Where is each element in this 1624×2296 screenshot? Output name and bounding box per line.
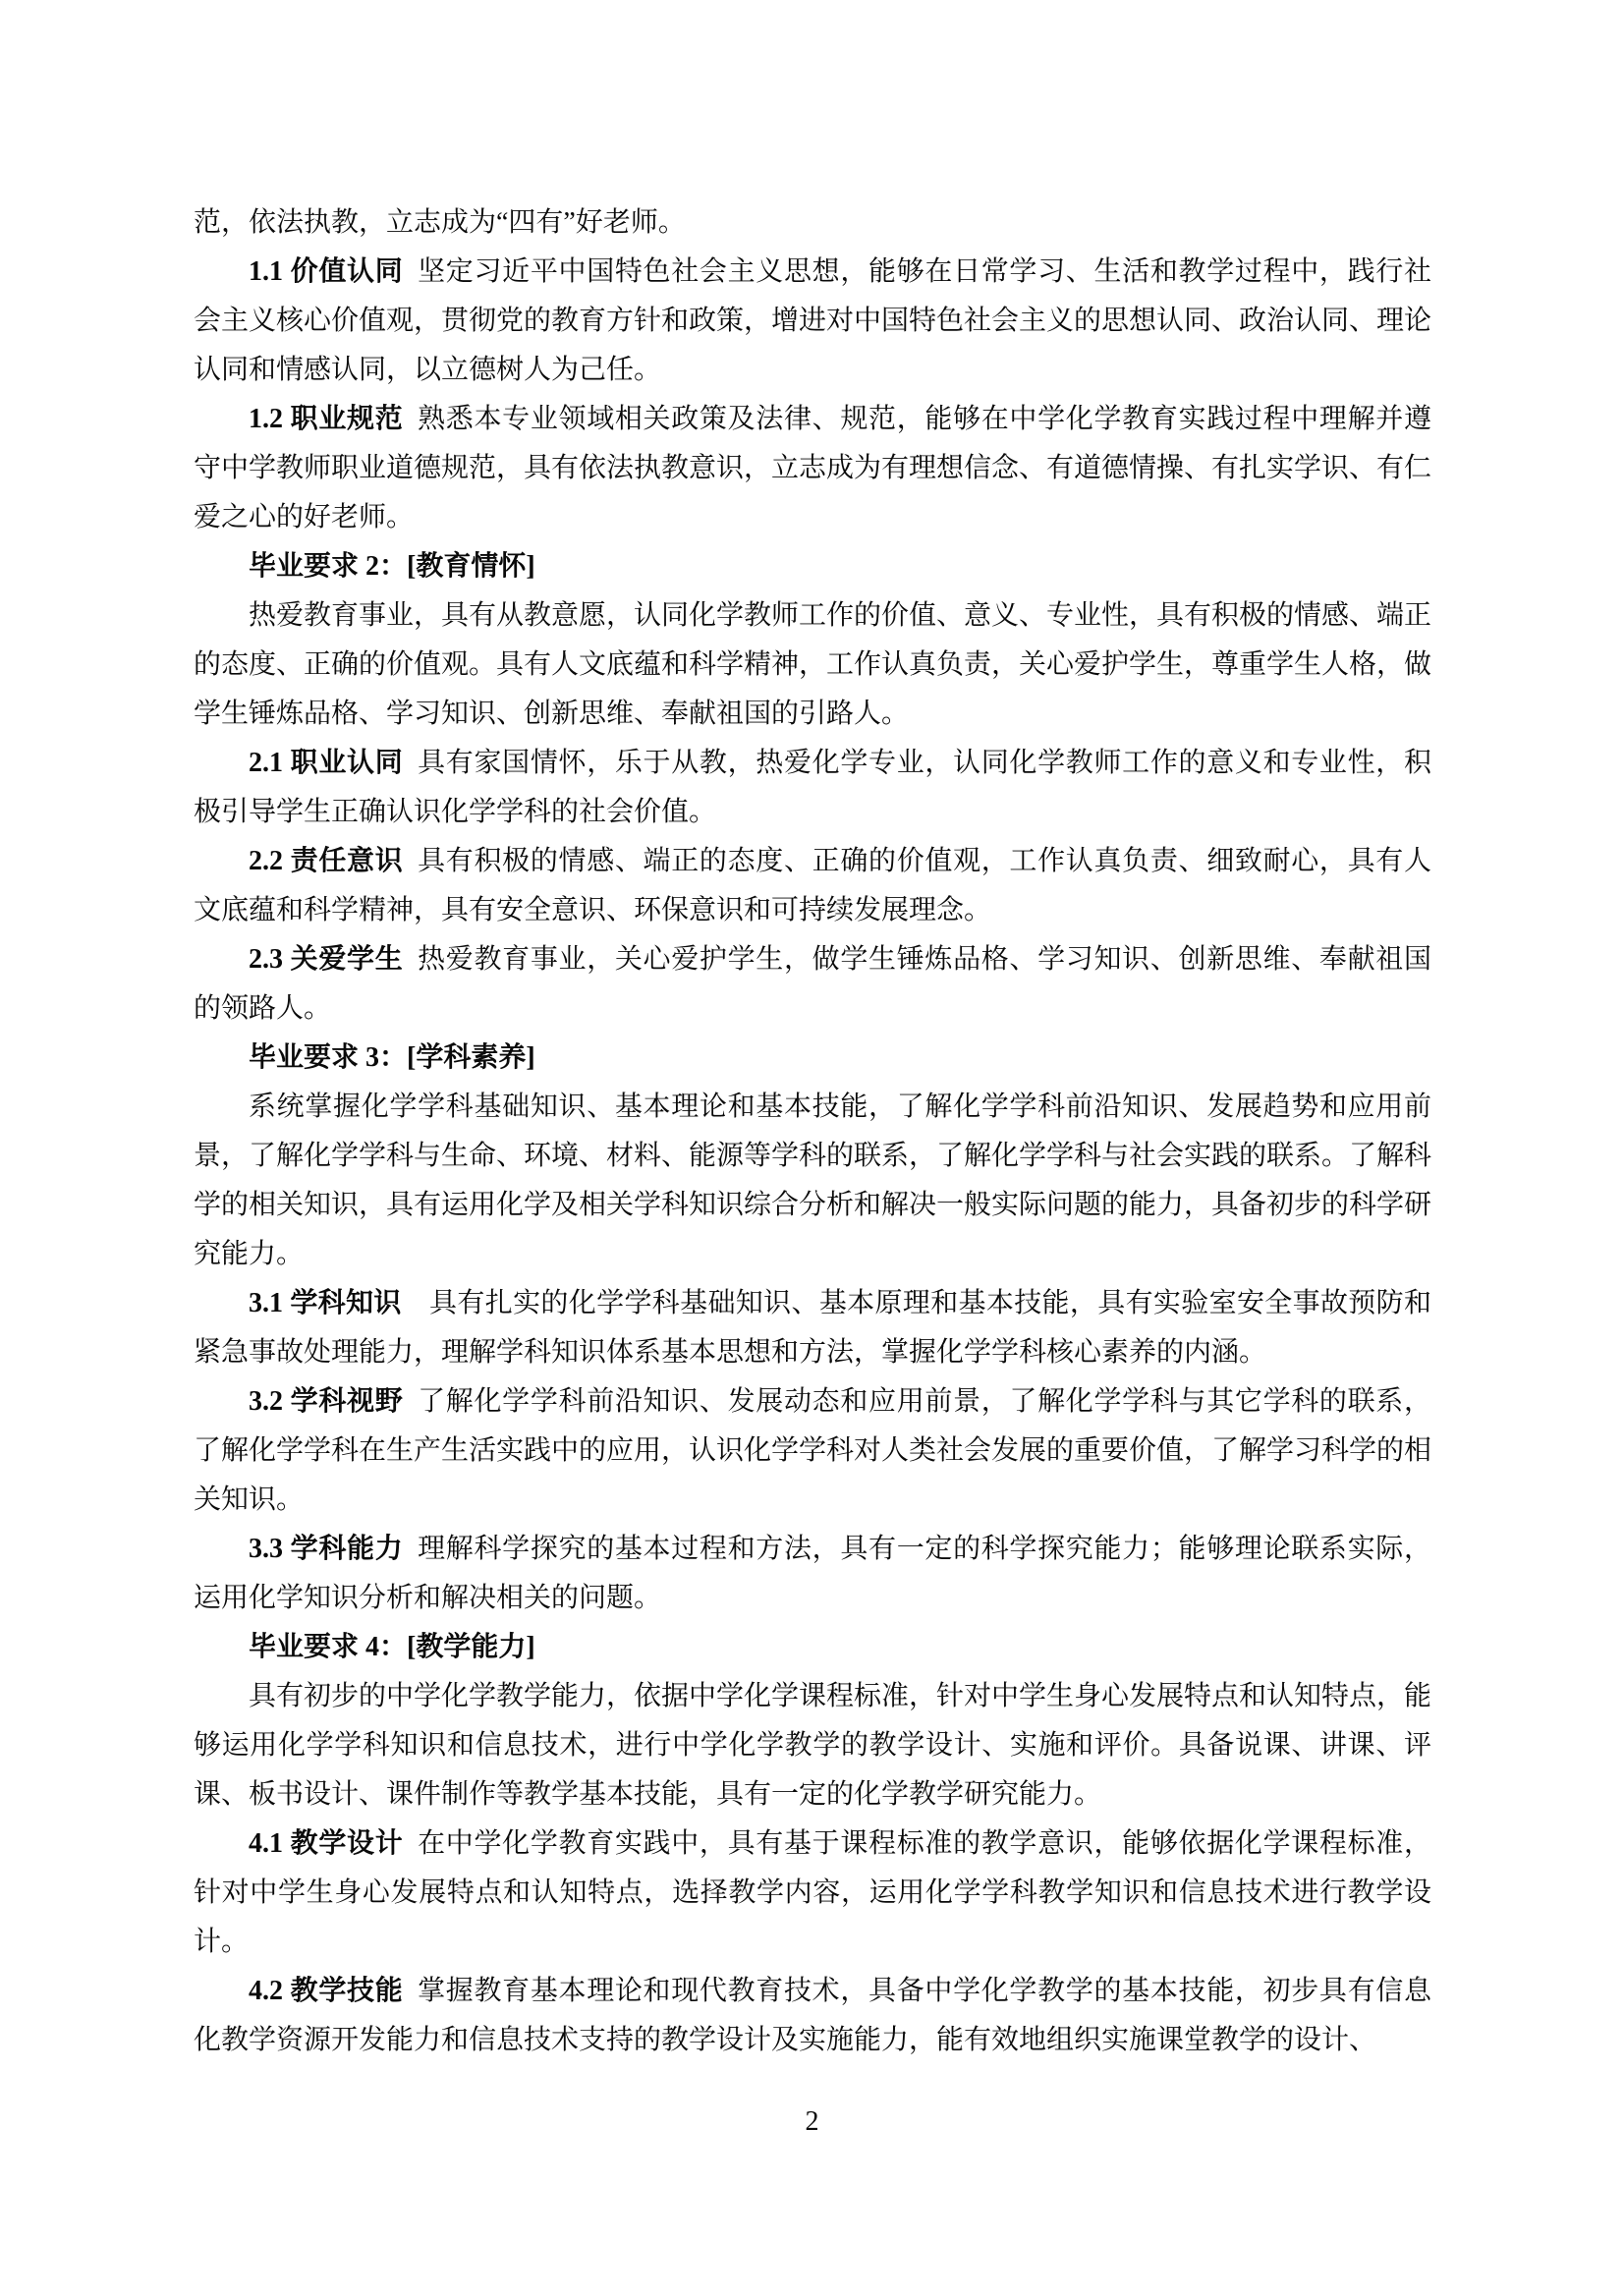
- clause-label: 3.2 学科视野: [249, 1386, 404, 1417]
- clause-label: 毕业要求 3：[学科素养]: [249, 1042, 535, 1073]
- clause-label: 毕业要求 2：[教育情怀]: [249, 551, 535, 582]
- clause-text: 具有扎实的化学学科基础知识、基本原理和基本技能，具有实验室安全事故预防和紧急事故处理能力，理解学科知识体系基本思想和方法，掌握化学学科核心素养的内涵。: [194, 1288, 1431, 1368]
- paragraph: [194, 1034, 1431, 1083]
- paragraph: [194, 1377, 1431, 1525]
- clause-label: 4.1 教学设计: [249, 1828, 404, 1859]
- paragraph: [194, 1820, 1431, 1967]
- clause-text: 具有积极的情感、端正的态度、正确的价值观，工作认真负责、细致耐心，具有人文底蕴和科学精神，具有安全意识、环保意识和可持续发展理念。: [194, 846, 1431, 925]
- paragraph: [194, 1672, 1431, 1820]
- clause-text: 系统掌握化学学科基础知识、基本理论和基本技能，了解化学学科前沿知识、发展趋势和应用前景，了解化学学科与生命、环境、材料、能源等学科的联系，了解化学学科与社会实践的联系。了解科学的相关知识，具有运用化学及相关学科知识综合分析和解决一般实际问题的能力，具备初步的科学研究能力。: [194, 1092, 1432, 1269]
- clause-text: 掌握教育基本理论和现代教育技术，具备中学化学教学的基本技能，初步具有信息化教学资源开发能力和信息技术支持的教学设计及实施能力，能有效地组织实施课堂教学的设计、: [194, 1976, 1431, 2055]
- clause-label: 2.1 职业认同: [249, 748, 404, 778]
- paragraph: [194, 1623, 1431, 1672]
- paragraph: [194, 1083, 1431, 1279]
- clause-label: 3.1 学科知识: [249, 1288, 402, 1318]
- clause-label: 1.1 价值认同: [249, 256, 404, 287]
- clause-text: 具有家国情怀，乐于从教，热爱化学专业，认同化学教师工作的意义和专业性，积极引导学生正确认识化学学科的社会价值。: [194, 748, 1431, 827]
- clause-label: 2.2 责任意识: [249, 846, 404, 876]
- clause-text: 热爱教育事业，关心爱护学生，做学生锤炼品格、学习知识、创新思维、奉献祖国的领路人。: [194, 944, 1431, 1024]
- paragraph: [194, 542, 1431, 591]
- paragraph: [194, 1279, 1431, 1377]
- clause-text: 具有初步的中学化学教学能力，依据中学化学课程标准，针对中学生身心发展特点和认知特点，能够运用化学学科知识和信息技术，进行中学化学教学的教学设计、实施和评价。具备说课、讲课、评课、板书设计、课件制作等教学基本技能，具有一定的化学教学研究能力。: [194, 1681, 1432, 1810]
- paragraph: [194, 837, 1431, 935]
- paragraph: [194, 935, 1431, 1034]
- clause-text: 了解化学学科前沿知识、发展动态和应用前景，了解化学学科与其它学科的联系，了解化学学科在生产生活实践中的应用，认识化学学科对人类社会发展的重要价值，了解学习科学的相关知识。: [194, 1386, 1432, 1515]
- paragraph: [194, 1525, 1431, 1623]
- paragraph: [194, 1967, 1431, 2065]
- paragraph: [194, 248, 1431, 395]
- paragraph: [194, 739, 1431, 837]
- clause-label: 2.3 关爱学生: [249, 944, 404, 975]
- clause-text: 热爱教育事业，具有从教意愿，认同化学教师工作的价值、意义、专业性，具有积极的情感、端正的态度、正确的价值观。具有人文底蕴和科学精神，工作认真负责，关心爱护学生，尊重学生人格，做学生锤炼品格、学习知识、创新思维、奉献祖国的引路人。: [194, 600, 1432, 729]
- page-number: 2: [805, 2106, 819, 2137]
- clause-label: 毕业要求 4：[教学能力]: [249, 1632, 535, 1662]
- clause-text: 在中学化学教育实践中，具有基于课程标准的教学意识，能够依据化学课程标准，针对中学生身心发展特点和认知特点，选择教学内容，运用化学学科教学知识和信息技术进行教学设计。: [194, 1828, 1431, 1957]
- clause-text: 熟悉本专业领域相关政策及法律、规范，能够在中学化学教育实践过程中理解并遵守中学教师职业道德规范，具有依法执教意识，立志成为有理想信念、有道德情操、有扎实学识、有仁爱之心的好老师。: [194, 404, 1432, 532]
- clause-text: 理解科学探究的基本过程和方法，具有一定的科学探究能力；能够理论联系实际，运用化学知识分析和解决相关的问题。: [194, 1534, 1431, 1613]
- clause-label: 4.2 教学技能: [249, 1976, 404, 2006]
- document-body: [194, 198, 1431, 2065]
- clause-label: 3.3 学科能力: [249, 1534, 404, 1564]
- paragraph: [194, 198, 1431, 248]
- clause-text: 坚定习近平中国特色社会主义思想，能够在日常学习、生活和教学过程中，践行社会主义核心价值观，贯彻党的教育方针和政策，增进对中国特色社会主义的思想认同、政治认同、理论认同和情感认同，以立德树人为己任。: [194, 256, 1432, 385]
- paragraph: [194, 395, 1431, 542]
- clause-text: 范，依法执教，立志成为“四有”好老师。: [194, 207, 686, 238]
- clause-label: 1.2 职业规范: [249, 404, 404, 434]
- paragraph: [194, 591, 1431, 739]
